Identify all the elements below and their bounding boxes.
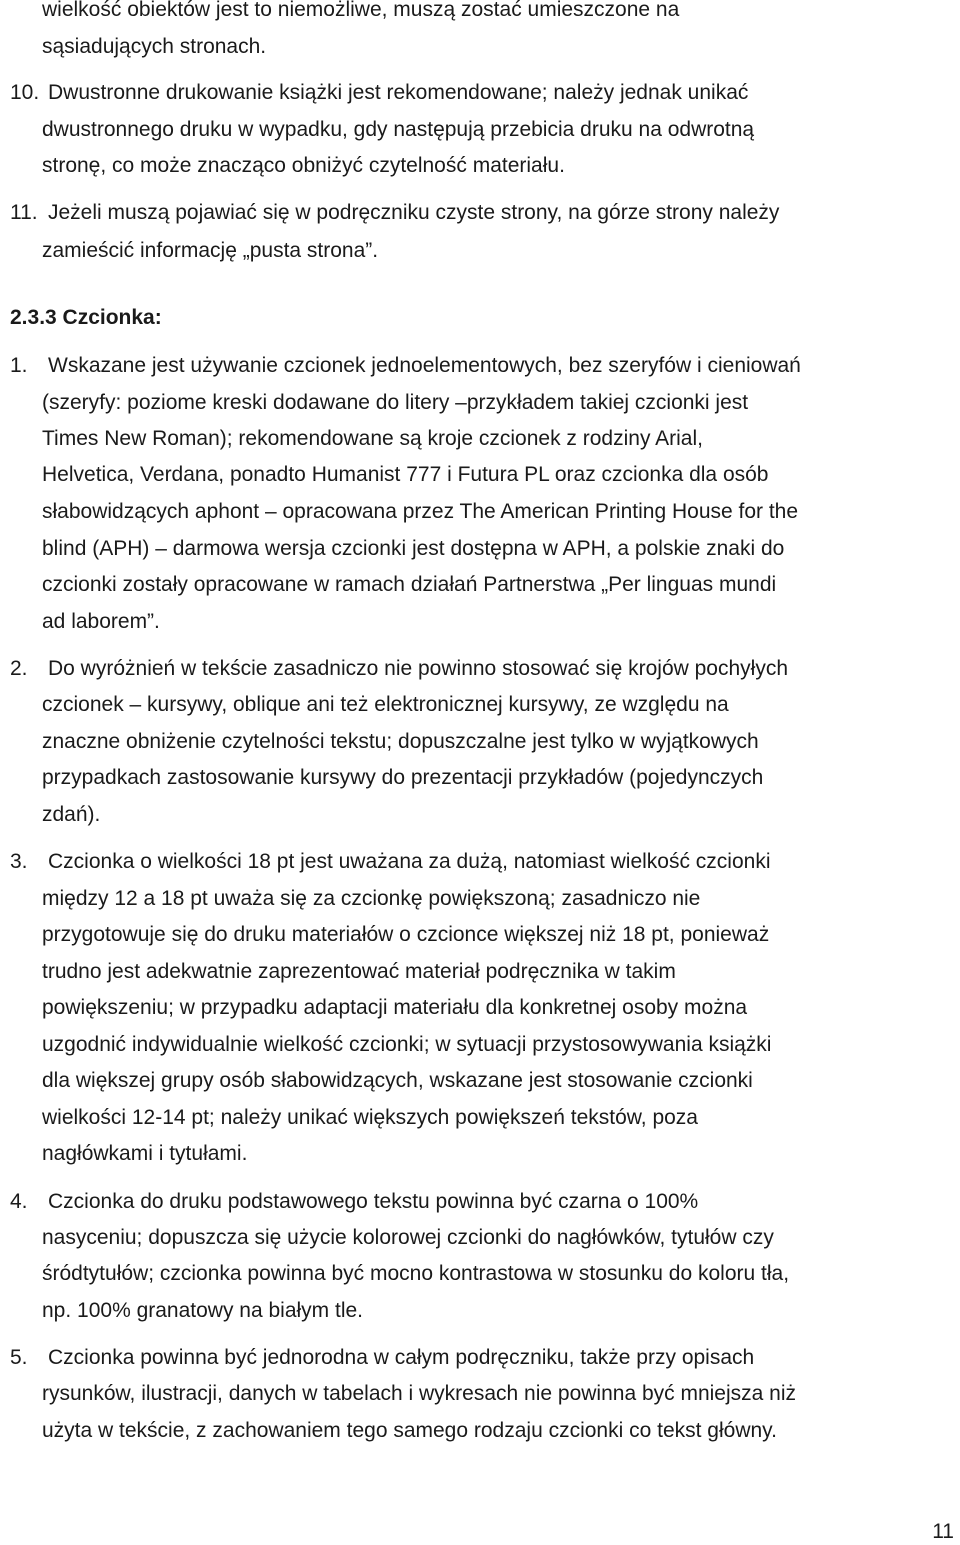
continuation-line: wielkość obiektów jest to niemożliwe, muszą zostać umieszczone na	[42, 0, 680, 21]
list-item-line: powiększeniu; w przypadku adaptacji materiału dla konkretnej osoby można	[42, 996, 748, 1019]
list-item-line: zdań).	[42, 803, 101, 826]
list-item-line: zamieścić informację „pusta strona”.	[42, 239, 379, 262]
list-item-line: Helvetica, Verdana, ponadto Humanist 777 i Futura PL oraz czcionka dla osób	[42, 463, 769, 486]
list-item-line: Wskazane jest używanie czcionek jednoelementowych, bez szeryfów i cieniowań	[48, 354, 801, 377]
list-number: 2.	[10, 657, 28, 680]
list-item-line: nagłówkami i tytułami.	[42, 1142, 248, 1165]
list-item-line: Dwustronne drukowanie książki jest rekomendowane; należy jednak unikać	[48, 81, 749, 104]
list-item-line: Times New Roman); rekomendowane są kroje czcionek z rodziny Arial,	[42, 427, 703, 450]
list-item-line: czcionek – kursywy, oblique ani też elektronicznej kursywy, ze względu na	[42, 693, 729, 716]
list-number: 4.	[10, 1190, 28, 1213]
list-item-line: śródtytułów; czcionka powinna być mocno kontrastowa w stosunku do koloru tła,	[42, 1262, 790, 1285]
list-item-line: (szeryfy: poziome kreski dodawane do litery –przykładem takiej czcionki jest	[42, 391, 749, 414]
list-item-line: dla większej grupy osób słabowidzących, wskazane jest stosowanie czcionki	[42, 1069, 753, 1092]
list-item-line: uzgodnić indywidualnie wielkość czcionki; w sytuacji przystosowywania książki	[42, 1033, 772, 1056]
list-item-line: blind (APH) – darmowa wersja czcionki jest dostępna w APH, a polskie znaki do	[42, 537, 785, 560]
list-item-line: stronę, co może znacząco obniżyć czytelność materiału.	[42, 154, 565, 177]
list-item-line: np. 100% granatowy na białym tle.	[42, 1299, 364, 1322]
list-item-line: wielkości 12-14 pt; należy unikać większych powiększeń tekstów, poza	[42, 1106, 698, 1129]
list-item-line: nasyceniu; dopuszcza się użycie kolorowej czcionki do nagłówków, tytułów czy	[42, 1226, 774, 1249]
section-heading: 2.3.3 Czcionka:	[10, 306, 162, 329]
list-number: 10.	[10, 81, 40, 104]
list-number: 5.	[10, 1346, 28, 1369]
list-number: 11.	[10, 201, 38, 224]
page-number: 11	[932, 1520, 954, 1543]
list-item-line: Jeżeli muszą pojawiać się w podręczniku czyste strony, na górze strony należy	[48, 201, 780, 224]
list-item-line: ad laborem”.	[42, 610, 160, 633]
list-item-line: Czcionka powinna być jednorodna w całym podręczniku, także przy opisach	[48, 1346, 755, 1369]
list-item-line: Czcionka do druku podstawowego tekstu powinna być czarna o 100%	[48, 1190, 699, 1213]
list-number: 3.	[10, 850, 28, 873]
list-item-line: trudno jest adekwatnie zaprezentować materiał podręcznika w takim	[42, 960, 676, 983]
list-number: 1.	[10, 354, 28, 377]
list-item-line: Czcionka o wielkości 18 pt jest uważana za dużą, natomiast wielkość czcionki	[48, 850, 771, 873]
list-item-line: czcionki zostały opracowane w ramach działań Partnerstwa „Per linguas mundi	[42, 573, 777, 596]
list-item-line: rysunków, ilustracji, danych w tabelach i wykresach nie powinna być mniejsza niż	[42, 1382, 797, 1405]
list-item-line: między 12 a 18 pt uważa się za czcionkę powiększoną; zasadniczo nie	[42, 887, 701, 910]
list-item-line: znaczne obniżenie czytelności tekstu; dopuszczalne jest tylko w wyjątkowych	[42, 730, 759, 753]
list-item-line: słabowidzących aphont – opracowana przez The American Printing House for the	[42, 500, 799, 523]
list-item-line: przygotowuje się do druku materiałów o czcionce większej niż 18 pt, ponieważ	[42, 923, 770, 946]
list-item-line: przypadkach zastosowanie kursywy do prezentacji przykładów (pojedynczych	[42, 766, 764, 789]
list-item-line: dwustronnego druku w wypadku, gdy następują przebicia druku na odwrotną	[42, 118, 755, 141]
list-item-line: Do wyróżnień w tekście zasadniczo nie powinno stosować się krojów pochyłych	[48, 657, 789, 680]
continuation-line: sąsiadujących stronach.	[42, 35, 267, 58]
list-item-line: użyta w tekście, z zachowaniem tego samego rodzaju czcionki co tekst główny.	[42, 1419, 777, 1442]
